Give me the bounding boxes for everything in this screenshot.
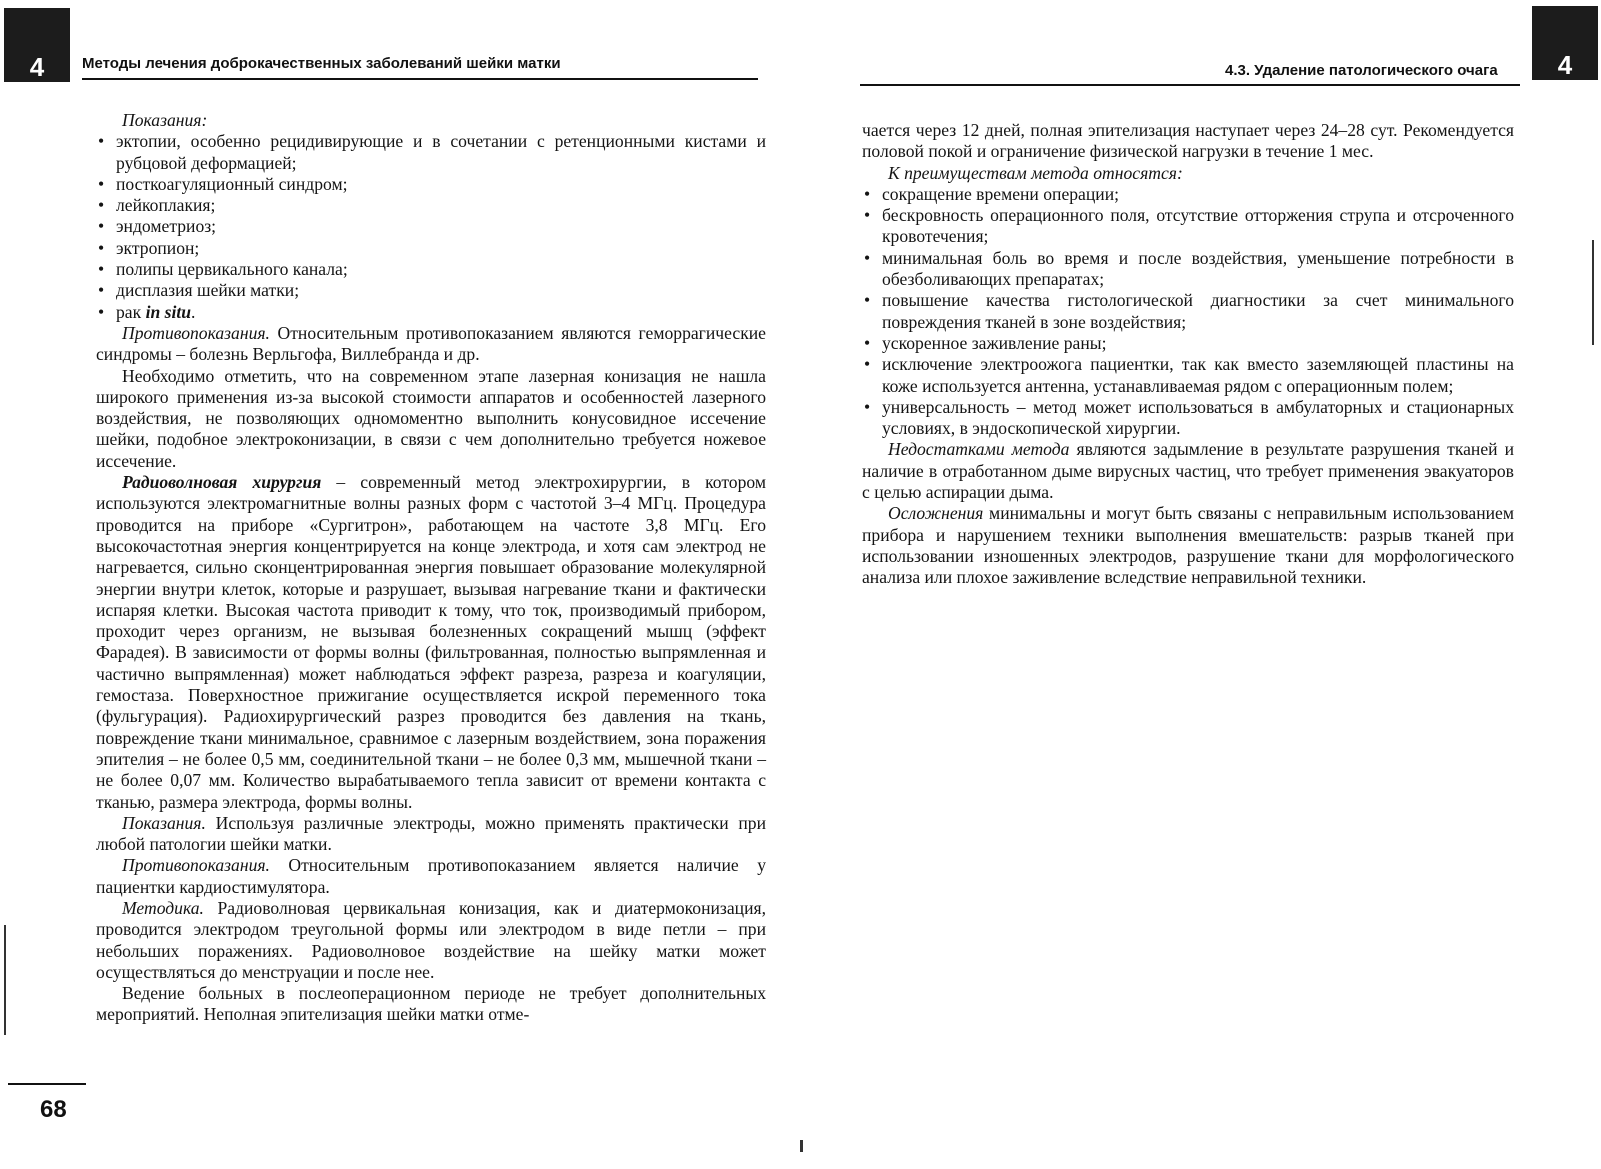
list-item: • полипы цервикального канала; [96, 259, 766, 280]
method-text: Радиоволновая цервикальная конизация, как и диатермоконизация, проводится электродом треугольной формы или электродом в виде петли – при небольших поражениях. Радиоволновое воздействие на шейку матки может осуществляться до менструации и после нее. [96, 897, 766, 982]
list-item: • ускоренное заживление раны; [862, 333, 1514, 354]
radiowave-indications-paragraph [96, 813, 766, 856]
method-paragraph [96, 898, 766, 983]
method-label: Методика. [122, 897, 204, 918]
complications-label: Осложнения [888, 503, 984, 524]
list-item-term: in situ [145, 301, 192, 322]
list-item-text: рак [116, 301, 146, 322]
list-item [96, 302, 766, 323]
complications-text: минимальны и могут быть связаны с неправильным использованием прибора и нарушением техники выполнения вмешательств: разрыв тканей при использовании изношенных электродов, разрушение ткани для морфологического анализа или плохое заживление вследствие неправильной техники. [862, 503, 1514, 588]
chapter-tab-left: 4 [4, 8, 70, 82]
radiowave-text: – современный метод электрохирургии, в котором используются электромагнитные волны разных форм с частотой 3–4 МГц. Процедура проводится на приборе «Сургитрон», работающем на частоте 3,8 МГц. Его высокочастотная энергия концентрируется на конце электрода, и хотя сам электрод не нагревается, сильно сконцентрированная энергия повышает образование молекулярной энергии внутри клеток, которые и разрушает, вызывая нагревание ткани и фактически испаряя клетки. Высокая частота приводит к тому, что ток, производимый прибором, проходит через организм, не вызывая болезненных сокращений мышц (эффект Фарадея). В зависимости от формы волны (фильтрованная, полностью выпрямленная и частично выпрямленная) может наблюдаться эффект разреза, разреза и коагуляции, гемостаза. Поверхностное прижигание осуществляется искрой переменного тока (фульгурация). Радиохирургический разрез проводится без давления на ткань, повреждение ткани минимальное, сравнимое с лазерным воздействием, зона поражения эпителия – не более 0,5 мм, соединительной ткани – не более 0,3 мм, мышечной ткани – не более 0,07 мм. Количество вырабатываемого тепла зависит от времени контакта с тканью, размера электрода, формы волны. [96, 472, 766, 812]
list-item: • минимальная боль во время и после воздействия, уменьшение потребности в обезболивающих препаратах; [862, 248, 1514, 291]
postop-paragraph: Ведение больных в послеоперационном периоде не требует дополнительных мероприятий. Неполная эпителизация шейки матки отме- [96, 983, 766, 1025]
list-item: • повышение качества гистологической диагностики за счет минимального повреждения тканей в зоне воздействия; [862, 290, 1514, 333]
indications-heading: Показания: [122, 110, 208, 130]
radiowave-paragraph [96, 472, 766, 813]
running-header-left: Методы лечения доброкачественных заболеваний шейки матки [82, 55, 561, 72]
page-number: 68 [40, 1096, 67, 1123]
radiowave-indications-label: Показания. [122, 812, 206, 833]
list-item: • посткоагуляционный синдром; [96, 174, 766, 195]
indications-list [96, 131, 766, 323]
chapter-tab-right: 4 [1532, 6, 1598, 80]
list-item: • эктопии, особенно рецидивирующие и в сочетании с ретенционными кистами и рубцовой деформацией; [96, 131, 766, 174]
advantages-heading: К преимуществам метода относятся: [888, 162, 1183, 183]
list-item: • лейкоплакия; [96, 195, 766, 216]
scan-mark-left-edge [4, 925, 6, 1035]
list-item-suffix: . [191, 301, 196, 322]
right-page-text [862, 120, 1514, 589]
list-item: • исключение электроожога пациентки, так как вместо заземляющей пластины на коже используется антенна, устанавливаемая рядом с операционным полем; [862, 354, 1514, 397]
list-item: • бескровность операционного поля, отсутствие отторжения струпа и отсроченного кровотечения; [862, 205, 1514, 248]
radiowave-term: Радиоволновая хирургия [122, 472, 322, 493]
radiowave-indications-text: Используя различные электроды, можно применять практически при любой патологии шейки матки. [96, 812, 766, 855]
advantages-list [862, 184, 1514, 440]
radiowave-contraindications-text: Относительным противопоказанием является наличие у пациентки кардиостимулятора. [96, 855, 766, 897]
list-item: • эндометриоз; [96, 216, 766, 237]
list-item: • дисплазия шейки матки; [96, 280, 766, 301]
disadvantages-label: Недостатками метода [888, 439, 1070, 460]
left-page-text [96, 110, 766, 1026]
complications-paragraph [862, 503, 1514, 588]
list-item: • эктропион; [96, 238, 766, 259]
radiowave-contraindications-paragraph [96, 855, 766, 898]
contraindications-paragraph [96, 323, 766, 366]
scan-mark-right-edge [1592, 240, 1594, 345]
header-rule-right [860, 84, 1520, 86]
contraindications-text: Относительным противопоказанием являются геморрагические синдромы – болезнь Верльгофа, Виллебранда и др. [96, 322, 766, 365]
disadvantages-paragraph [862, 439, 1514, 503]
list-item: • сокращение времени операции; [862, 184, 1514, 205]
footer-rule [8, 1083, 86, 1085]
note-paragraph: Необходимо отметить, что на современном этапе лазерная конизация не нашла широкого применения из-за высокой стоимости аппаратов и особенностей лазерного воздействия, не позволяющих одномоментно выполнить конусовидное иссечение шейки, подобное электроконизации, в связи с чем дополнительно требуется ножевое иссечение. [96, 365, 766, 471]
disadvantages-text: являются задымление в результате разрушения тканей и наличие в отработанном дыме вирусных частиц, что требует применения эвакуаторов с целью аспирации дыма. [862, 439, 1514, 503]
radiowave-contraindications-label: Противопоказания. [122, 855, 270, 876]
header-rule-left [82, 78, 758, 80]
scan-mark-bottom-center [800, 1140, 803, 1152]
list-item: • универсальность – метод может использоваться в амбулаторных и стационарных условиях, в эндоскопической хирургии. [862, 397, 1514, 440]
running-header-right: 4.3. Удаление патологического очага [1225, 62, 1498, 79]
postop-continued-paragraph: чается через 12 дней, полная эпителизация наступает через 24–28 сут. Рекомендуется половой покой и ограничение физической нагрузки в течение 1 мес. [862, 120, 1514, 162]
contraindications-label: Противопоказания. [122, 322, 270, 343]
